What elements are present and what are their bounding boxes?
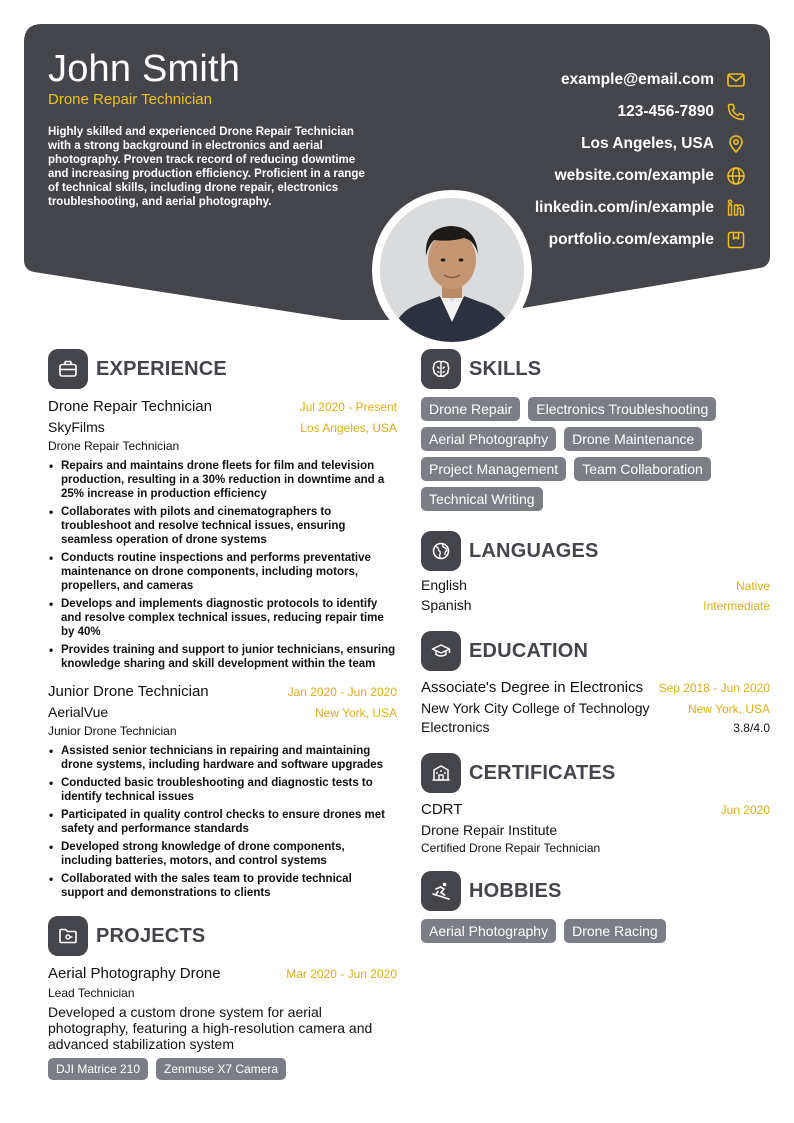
job-role: Junior Drone Technician bbox=[48, 724, 177, 738]
candidate-name: John Smith bbox=[48, 48, 241, 90]
skill-chip: Technical Writing bbox=[421, 487, 543, 511]
certificate-name: CDRT bbox=[421, 801, 463, 818]
profile-photo bbox=[380, 198, 524, 342]
experience-header bbox=[48, 349, 397, 389]
hobbies-title: HOBBIES bbox=[469, 879, 562, 902]
job-dates: Jan 2020 - Jun 2020 bbox=[287, 685, 397, 699]
education-entry bbox=[421, 679, 770, 735]
skills-title: SKILLS bbox=[469, 357, 542, 380]
language-level: Intermediate bbox=[703, 599, 770, 613]
bullet-item: • Conducts routine inspections and performs preventative maintenance on drone components, including motors, propellers, and cameras bbox=[48, 551, 397, 593]
job-role: Drone Repair Technician bbox=[48, 439, 180, 453]
contact-portfolio[interactable] bbox=[535, 224, 746, 256]
bullet-item: • Collaborated with the sales team to provide technical support and demonstrations to clients bbox=[48, 872, 397, 900]
brain-icon bbox=[421, 349, 461, 389]
skills-list bbox=[421, 397, 731, 511]
projects-header bbox=[48, 916, 397, 956]
certificates-title: CERTIFICATES bbox=[469, 761, 616, 784]
education-title: EDUCATION bbox=[469, 639, 589, 662]
job-title: Drone Repair Technician bbox=[48, 398, 212, 415]
project-tags bbox=[48, 1058, 397, 1080]
contact-list bbox=[535, 64, 746, 256]
briefcase-icon bbox=[48, 349, 88, 389]
education-header bbox=[421, 631, 770, 671]
project-role: Lead Technician bbox=[48, 986, 135, 1000]
job-title: Junior Drone Technician bbox=[48, 683, 209, 700]
contact-phone[interactable] bbox=[535, 96, 746, 128]
hobbies-list bbox=[421, 919, 770, 943]
certificate-description: Certified Drone Repair Technician bbox=[421, 841, 601, 855]
profile-photo-frame bbox=[372, 190, 532, 350]
certificate-entry bbox=[421, 801, 770, 855]
skill-chip: Team Collaboration bbox=[574, 457, 711, 481]
folder-icon bbox=[48, 916, 88, 956]
bullet-item: • Participated in quality control checks to ensure drones met safety and performance standards bbox=[48, 808, 397, 836]
project-tag: Zenmuse X7 Camera bbox=[156, 1058, 286, 1080]
skills-header bbox=[421, 349, 770, 389]
building-icon bbox=[421, 753, 461, 793]
skill-chip: Drone Repair bbox=[421, 397, 520, 421]
languages-title: LANGUAGES bbox=[469, 539, 599, 562]
contact-linkedin[interactable] bbox=[535, 192, 746, 224]
language-level: Native bbox=[735, 579, 770, 593]
skill-chip: Drone Maintenance bbox=[564, 427, 702, 451]
location-pin-icon bbox=[726, 134, 746, 154]
language-name: English bbox=[421, 577, 467, 593]
project-description: Developed a custom drone system for aerial photography, featuring a high-resolution camera and advanced stabilization system bbox=[48, 1004, 373, 1052]
bookmark-icon bbox=[726, 230, 746, 250]
left-column bbox=[48, 349, 397, 1080]
hobbies-header bbox=[421, 871, 770, 911]
experience-title: EXPERIENCE bbox=[96, 357, 227, 380]
education-location: New York, USA bbox=[687, 702, 770, 716]
mail-icon bbox=[726, 70, 746, 90]
experience-entry bbox=[48, 398, 397, 671]
job-company: AerialVue bbox=[48, 704, 109, 720]
certificate-issuer: Drone Repair Institute bbox=[421, 822, 558, 838]
graduation-cap-icon bbox=[421, 631, 461, 671]
header bbox=[24, 24, 770, 324]
hobby-chip: Aerial Photography bbox=[421, 919, 556, 943]
field-of-study: Electronics bbox=[421, 719, 490, 735]
project-tag: DJI Matrice 210 bbox=[48, 1058, 148, 1080]
project-dates: Mar 2020 - Jun 2020 bbox=[286, 967, 397, 981]
contact-linkedin-text[interactable]: linkedin.com/in/example bbox=[534, 199, 714, 216]
bullet-item: • Develops and implements diagnostic protocols to identify and resolve complex technical issues, reducing repair time by 40% bbox=[48, 597, 397, 639]
gpa: 3.8/4.0 bbox=[733, 721, 770, 735]
language-item bbox=[421, 577, 770, 597]
language-globe-icon bbox=[421, 531, 461, 571]
contact-email[interactable] bbox=[535, 64, 746, 96]
job-bullets bbox=[48, 459, 397, 671]
skiing-icon bbox=[421, 871, 461, 911]
education-dates: Sep 2018 - Jun 2020 bbox=[658, 681, 770, 695]
experience-entry bbox=[48, 683, 397, 900]
right-column bbox=[421, 349, 770, 943]
language-item bbox=[421, 597, 770, 617]
certificate-date: Jun 2020 bbox=[720, 803, 770, 817]
certificates-header bbox=[421, 753, 770, 793]
bullet-item: • Developed strong knowledge of drone components, including batteries, motors, and control systems bbox=[48, 840, 397, 868]
project-entry bbox=[48, 965, 397, 1080]
languages-header bbox=[421, 531, 770, 571]
job-location: New York, USA bbox=[314, 706, 397, 720]
hobby-chip: Drone Racing bbox=[564, 919, 666, 943]
job-bullets bbox=[48, 744, 397, 900]
contact-location-text: Los Angeles, USA bbox=[581, 135, 714, 152]
project-title: Aerial Photography Drone bbox=[48, 965, 221, 982]
contact-portfolio-text[interactable]: portfolio.com/example bbox=[548, 231, 714, 248]
globe-icon bbox=[726, 166, 746, 186]
contact-email-text[interactable]: example@email.com bbox=[561, 71, 714, 88]
projects-title: PROJECTS bbox=[96, 924, 206, 947]
languages-list bbox=[421, 577, 770, 617]
skill-chip: Project Management bbox=[421, 457, 566, 481]
bullet-item: • Repairs and maintains drone fleets for film and television production, resulting in a 30% reduction in downtime and a 25% increase in production efficiency bbox=[48, 459, 397, 501]
job-dates: Jul 2020 - Present bbox=[299, 400, 397, 414]
contact-website[interactable] bbox=[535, 160, 746, 192]
bullet-item: • Provides training and support to junior technicians, ensuring knowledge sharing and skill development within the team bbox=[48, 643, 397, 671]
contact-website-text[interactable]: website.com/example bbox=[554, 167, 714, 184]
candidate-title: Drone Repair Technician bbox=[48, 91, 212, 108]
contact-phone-text[interactable]: 123-456-7890 bbox=[617, 103, 714, 120]
phone-icon bbox=[726, 102, 746, 122]
degree: Associate's Degree in Electronics bbox=[421, 679, 644, 696]
bullet-item: • Collaborates with pilots and cinematographers to troubleshoot and resolve technical issues, ensuring seamless operation of drone systems bbox=[48, 505, 397, 547]
job-company: SkyFilms bbox=[48, 419, 105, 435]
job-location: Los Angeles, USA bbox=[300, 421, 397, 435]
contact-location bbox=[535, 128, 746, 160]
bullet-item: • Conducted basic troubleshooting and diagnostic tests to identify technical issues bbox=[48, 776, 397, 804]
skill-chip: Aerial Photography bbox=[421, 427, 556, 451]
summary: Highly skilled and experienced Drone Repair Technician with a strong background in electronics and aerial photography. Proven track record of reducing downtime and increasing production efficiency. Proficient in a range of technical skills, including drone repair, electronics troubleshooting, and aerial photography. bbox=[48, 126, 365, 208]
linkedin-icon bbox=[726, 198, 746, 218]
school: New York City College of Technology bbox=[421, 700, 650, 716]
bullet-item: • Assisted senior technicians in repairing and maintaining drone systems, including hardware and software upgrades bbox=[48, 744, 397, 772]
language-name: Spanish bbox=[421, 597, 472, 613]
skill-chip: Electronics Troubleshooting bbox=[528, 397, 716, 421]
